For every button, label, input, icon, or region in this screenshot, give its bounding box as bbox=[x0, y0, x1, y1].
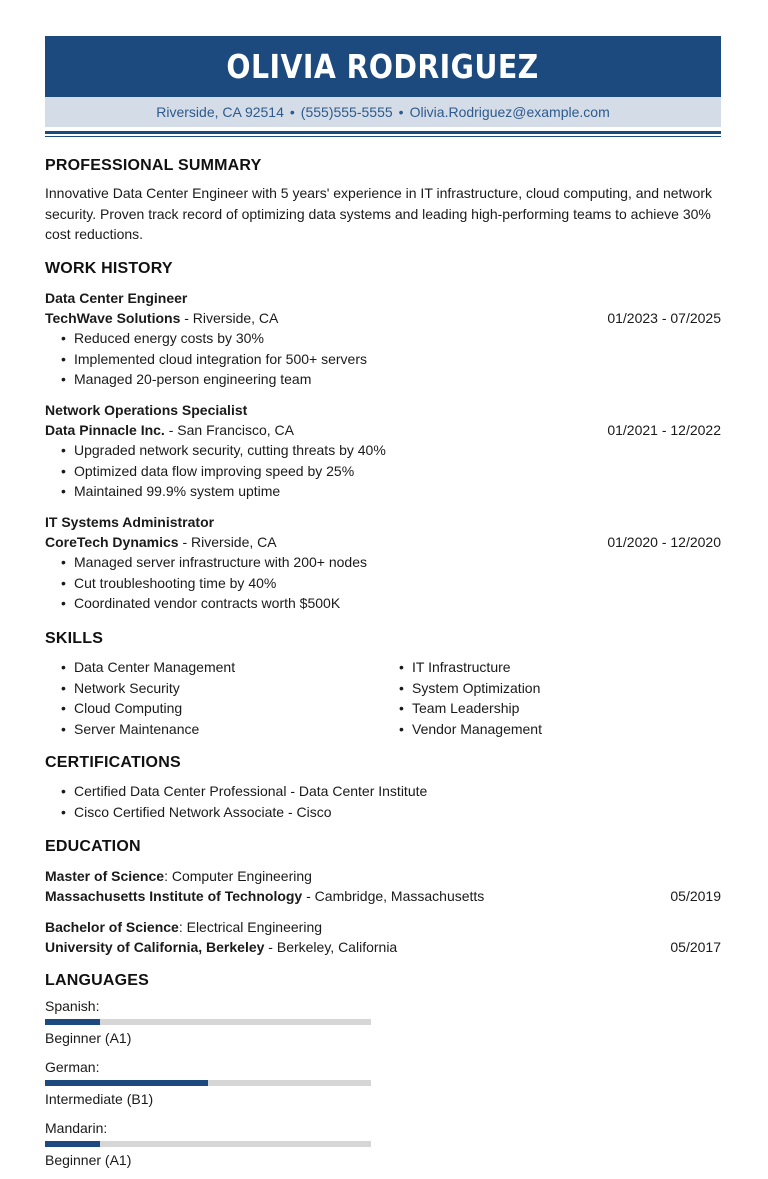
list-item: • Maintained 99.9% system uptime bbox=[61, 481, 721, 502]
job-dates: 01/2023 - 07/2025 bbox=[607, 310, 721, 326]
job-bullets bbox=[61, 552, 721, 614]
list-item: • Network Security bbox=[61, 678, 383, 699]
language-item bbox=[45, 996, 389, 1048]
company-name: TechWave Solutions bbox=[45, 310, 181, 326]
school-name: University of California, Berkeley bbox=[45, 939, 265, 955]
job-location: - San Francisco, CA bbox=[164, 422, 294, 438]
list-item: • Certified Data Center Professional - Data Center Institute bbox=[61, 781, 721, 802]
candidate-name: OLIVIA RODRIGUEZ bbox=[226, 46, 540, 86]
summary-text: Innovative Data Center Engineer with 5 years' experience in IT infrastructure, cloud computing, and network security. Proven track record of optimizing data systems and leading high-performing teams to achieve 30% cost reductions. bbox=[45, 185, 712, 242]
skills-section bbox=[45, 629, 721, 739]
skills-grid bbox=[45, 657, 721, 739]
section-title: CERTIFICATIONS bbox=[45, 754, 181, 771]
contact-separator: • bbox=[289, 104, 295, 120]
certifications-list bbox=[61, 781, 721, 822]
skills-column-left bbox=[61, 657, 383, 739]
education-section bbox=[45, 837, 721, 857]
proficiency-fill bbox=[45, 1141, 100, 1147]
job-dates: 01/2021 - 12/2022 bbox=[607, 422, 721, 438]
list-item: • Managed server infrastructure with 200+ nodes bbox=[61, 552, 721, 573]
job-entry bbox=[45, 288, 721, 390]
list-item: • Server Maintenance bbox=[61, 719, 383, 740]
skills-column-right bbox=[399, 657, 721, 739]
proficiency-fill bbox=[45, 1019, 100, 1025]
job-location: - Riverside, CA bbox=[178, 534, 277, 550]
language-item bbox=[45, 1118, 389, 1170]
list-item: • System Optimization bbox=[399, 678, 721, 699]
language-name: Spanish: bbox=[45, 998, 100, 1014]
degree: Bachelor of Science bbox=[45, 919, 179, 935]
header-rule bbox=[45, 131, 721, 134]
company-name: CoreTech Dynamics bbox=[45, 534, 179, 550]
list-item: • Cloud Computing bbox=[61, 698, 383, 719]
job-location: - Riverside, CA bbox=[180, 310, 279, 326]
degree: Master of Science bbox=[45, 868, 165, 884]
language-item bbox=[45, 1057, 389, 1109]
contact-separator: • bbox=[398, 104, 404, 120]
header-rule-thin bbox=[45, 136, 721, 137]
proficiency-bar bbox=[45, 1080, 371, 1086]
contact-bar bbox=[45, 97, 721, 127]
proficiency-fill bbox=[45, 1080, 208, 1086]
list-item: • Implemented cloud integration for 500+ servers bbox=[61, 349, 721, 370]
languages-section bbox=[45, 971, 721, 1179]
list-item: • Cut troubleshooting time by 40% bbox=[61, 573, 721, 594]
job-title: IT Systems Administrator bbox=[45, 514, 215, 530]
education-entry bbox=[45, 866, 721, 906]
section-title: PROFESSIONAL SUMMARY bbox=[45, 157, 262, 174]
school-location: - Cambridge, Massachusetts bbox=[302, 888, 485, 904]
certifications-section bbox=[45, 753, 721, 822]
work-history-section bbox=[45, 259, 721, 279]
language-level: Intermediate (B1) bbox=[45, 1091, 154, 1107]
section-title: SKILLS bbox=[45, 630, 104, 647]
section-title: LANGUAGES bbox=[45, 972, 150, 989]
languages-grid bbox=[45, 996, 721, 1179]
job-entry bbox=[45, 400, 721, 502]
contact-phone: (555)555-5555 bbox=[300, 104, 393, 120]
job-title: Network Operations Specialist bbox=[45, 402, 248, 418]
job-bullets bbox=[61, 440, 721, 502]
job-entry bbox=[45, 512, 721, 614]
summary-section bbox=[45, 156, 721, 245]
section-title: EDUCATION bbox=[45, 838, 141, 855]
language-level: Beginner (A1) bbox=[45, 1152, 132, 1168]
proficiency-bar bbox=[45, 1019, 371, 1025]
degree-field: : Electrical Engineering bbox=[178, 919, 323, 935]
contact-location: Riverside, CA 92514 bbox=[156, 104, 284, 120]
job-bullets bbox=[61, 328, 721, 390]
job-title: Data Center Engineer bbox=[45, 290, 188, 306]
company-name: Data Pinnacle Inc. bbox=[45, 422, 165, 438]
list-item: • Team Leadership bbox=[399, 698, 721, 719]
graduation-date: 05/2019 bbox=[670, 888, 721, 904]
section-title: WORK HISTORY bbox=[45, 260, 173, 277]
language-name: Mandarin: bbox=[45, 1120, 108, 1136]
list-item: • Data Center Management bbox=[61, 657, 383, 678]
list-item: • Optimized data flow improving speed by 25% bbox=[61, 461, 721, 482]
graduation-date: 05/2017 bbox=[670, 939, 721, 955]
name-banner bbox=[45, 36, 721, 97]
language-level: Beginner (A1) bbox=[45, 1030, 132, 1046]
degree-field: : Computer Engineering bbox=[164, 868, 312, 884]
education-entry bbox=[45, 917, 721, 957]
contact-email: Olivia.Rodriguez@example.com bbox=[409, 104, 610, 120]
resume-header bbox=[45, 36, 721, 137]
school-location: - Berkeley, California bbox=[264, 939, 398, 955]
list-item: • Cisco Certified Network Associate - Cisco bbox=[61, 802, 721, 823]
list-item: • Reduced energy costs by 30% bbox=[61, 328, 721, 349]
proficiency-bar bbox=[45, 1141, 371, 1147]
list-item: • Managed 20-person engineering team bbox=[61, 369, 721, 390]
list-item: • Vendor Management bbox=[399, 719, 721, 740]
job-dates: 01/2020 - 12/2020 bbox=[607, 534, 721, 550]
list-item: • IT Infrastructure bbox=[399, 657, 721, 678]
school-name: Massachusetts Institute of Technology bbox=[45, 888, 303, 904]
list-item: • Coordinated vendor contracts worth $500K bbox=[61, 593, 721, 614]
language-name: German: bbox=[45, 1059, 100, 1075]
list-item: • Upgraded network security, cutting threats by 40% bbox=[61, 440, 721, 461]
